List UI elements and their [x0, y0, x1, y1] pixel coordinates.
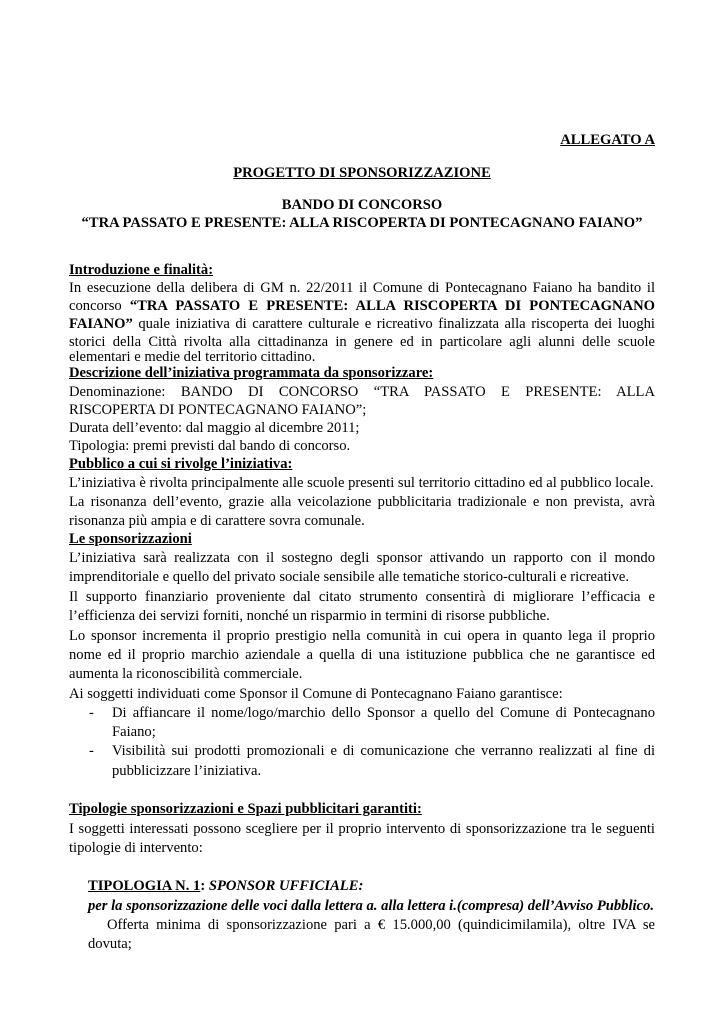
- bullet-dash: -: [89, 743, 94, 759]
- sponsorizzazioni-line: Lo sponsor incrementa il proprio prestigio nella comunità in cui opera in quanto lega il proprio: [69, 628, 655, 644]
- sponsorizzazioni-line: Ai soggetti individuati come Sponsor il Comune di Pontecagnano Faiano garantisce:: [69, 686, 563, 702]
- concorso-title: “TRA PASSATO E PRESENTE: ALLA RISCOPERTA DI PONTECAGNANO FAIANO”: [81, 215, 643, 231]
- durata-line: Durata dell’evento: dal maggio al dicembre 2011;: [69, 420, 360, 436]
- intro-line: concorso “TRA PASSATO E PRESENTE: ALLA RISCOPERTA DI PONTECAGNANO: [69, 298, 655, 314]
- tipologia1-title: TIPOLOGIA N. 1: SPONSOR UFFICIALE:: [88, 878, 364, 894]
- tipologie-line: I soggetti interessati possono scegliere per il proprio intervento di sponsorizzazione tra le seguenti: [69, 821, 655, 837]
- intro-line: In esecuzione della delibera di GM n. 22/2011 il Comune di Pontecagnano Faiano ha bandito il: [69, 280, 655, 296]
- sponsorizzazioni-line: Il supporto finanziario proveniente dal citato strumento consentirà di migliorare l’efficacia e: [69, 589, 655, 605]
- sponsorizzazioni-line: L’iniziativa sarà realizzata con il sostegno degli sponsor attivando un rapporto con il mondo: [69, 550, 655, 566]
- sponsorizzazioni-line: l’efficienza dei servizi forniti, nonché un risparmio in termini di risorse pubbliche.: [69, 608, 550, 624]
- bullet-dash: -: [89, 705, 94, 721]
- denominazione-line: RISCOPERTA DI PONTECAGNANO FAIANO”;: [69, 402, 367, 418]
- intro-line: storici della Città rivolta alla cittadinanza in genere ed in particolare agli alunni delle scuole: [69, 334, 655, 350]
- sponsorizzazioni-line: imprenditoriale e quello del privato sociale sensibile alle tematiche storico-culturali e ricreative.: [69, 569, 630, 585]
- tipologie-line: tipologie di intervento:: [69, 840, 203, 856]
- denominazione-line: Denominazione: BANDO DI CONCORSO “TRA PASSATO E PRESENTE: ALLA: [69, 384, 655, 400]
- offerta-line: Offerta minima di sponsorizzazione pari a € 15.000,00 (quindicimilamila), oltre IVA se: [107, 917, 655, 933]
- intro-line: FAIANO” quale iniziativa di carattere culturale e ricreativo finalizzata alla riscoperta dei luoghi: [69, 316, 655, 332]
- allegato-label: ALLEGATO A: [560, 132, 655, 148]
- tipologie-heading: Tipologie sponsorizzazioni e Spazi pubblicitari garantiti:: [69, 801, 422, 817]
- pubblico-line: risonanza più ampia e di carattere sovra comunale.: [69, 513, 365, 529]
- bullet-item: - Visibilità sui prodotti promozionali e di comunicazione che verranno realizzati al fine di: [89, 743, 655, 759]
- pubblico-line: La risonanza dell’evento, grazie alla veicolazione pubblicitaria tradizionale e non prevista, avrà: [69, 494, 655, 510]
- progetto-title: PROGETTO DI SPONSORIZZAZIONE: [233, 165, 491, 181]
- bando-title: BANDO DI CONCORSO: [281, 197, 443, 213]
- intro-heading: Introduzione e finalità:: [69, 262, 214, 278]
- offerta-line: dovuta;: [88, 936, 132, 952]
- tipologia-line: Tipologia: premi previsti dal bando di concorso.: [69, 438, 351, 454]
- sponsorizzazioni-heading: Le sponsorizzazioni: [69, 531, 192, 547]
- bullet-item-cont: pubblicizzare l’iniziativa.: [112, 763, 262, 779]
- descrizione-heading: Descrizione dell’iniziativa programmata da sponsorizzare:: [69, 365, 434, 381]
- sponsorizzazioni-line: nome ed il proprio marchio aziendale a quella di una istituzione pubblica che ne garantisce ed: [69, 647, 655, 663]
- intro-line: elementari e medie del territorio cittadino.: [69, 349, 316, 365]
- pubblico-line: L’iniziativa è rivolta principalmente alle scuole presenti sul territorio cittadino ed al pubblico locale.: [69, 475, 654, 491]
- bullet-item-cont: Faiano;: [112, 724, 156, 740]
- bullet-item: - Di affiancare il nome/logo/marchio dello Sponsor a quello del Comune di Pontecagnano: [89, 705, 655, 721]
- pubblico-heading: Pubblico a cui si rivolge l’iniziativa:: [69, 456, 293, 472]
- tipologia1-subtitle: per la sponsorizzazione delle voci dalla lettera a. alla lettera i.(compresa) dell’Avviso Pubblico.: [88, 898, 654, 914]
- sponsorizzazioni-line: aumenta la riconoscibilità commerciale.: [69, 666, 303, 682]
